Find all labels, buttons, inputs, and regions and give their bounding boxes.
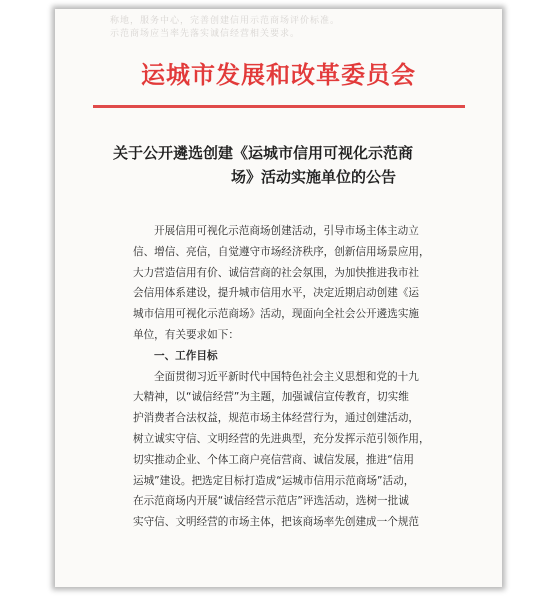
paragraph-2-line: 实守信、文明经营的市场主体，把该商场率先创建成一个规范 [133, 516, 420, 529]
paragraph-2-line: 树立诚实守信、文明经营的先进典型，充分发挥示范引领作用， [133, 432, 430, 445]
paragraph-2-line: 护消费者合法权益，规范市场主体经营行为，通过创建活动， [133, 412, 420, 425]
bleed-through-line: 示范商场应当率先落实诚信经营相关要求。 [110, 29, 301, 39]
bleed-through-line: 称地，服务中心，完善创建信用示范商场评价标准。 [110, 16, 341, 26]
letterhead-org-name: 运城市发展和改革委员会 [141, 60, 416, 89]
document-page [55, 9, 502, 587]
bleed-through-text [110, 15, 500, 41]
document-body [133, 221, 473, 533]
paragraph-2-line: 运城”建设。把选定目标打造成“运城市信用示范商场”活动， [133, 474, 415, 487]
paragraph-2-line: 全面贯彻习近平新时代中国特色社会主义思想和党的十九 [154, 370, 419, 383]
paragraph-2-line: 大精神，以“诚信经营”为主题，加强诚信宣传教育，切实维 [133, 391, 409, 404]
section-heading-work-goals: 一、工作目标 [154, 349, 218, 362]
document-title-line-1: 关于公开遴选创建《运城市信用可视化示范商 [113, 144, 414, 162]
letterhead-red-rule [93, 105, 465, 108]
paragraph-2-line: 切实推动企业、个体工商户亮信营商、诚信发展，推进“信用 [133, 453, 414, 466]
document-title-line-2: 场》活动实施单位的公告 [231, 168, 397, 186]
paragraph-1-line: 会信用体系建设，提升城市信用水平，决定近期启动创建《运 [133, 287, 420, 300]
paragraph-1-line: 单位，有关要求如下： [133, 328, 239, 341]
paragraph-2-line: 在示范商场内开展“诚信经营示范店”评选活动，选树一批诚 [133, 495, 409, 508]
paragraph-1-line: 城市信用可视化示范商场》活动，现面向全社会公开遴选实施 [133, 308, 420, 321]
paragraph-1-line: 大力营造信用有价、诚信营商的社会氛围，为加快推进我市社 [133, 266, 420, 279]
document-title [113, 141, 453, 189]
paragraph-1-line: 开展信用可视化示范商场创建活动，引导市场主体主动立 [154, 225, 419, 237]
paragraph-1-line: 信、增信、亮信，自觉遵守市场经济秩序，创新信用场景应用， [133, 245, 430, 258]
